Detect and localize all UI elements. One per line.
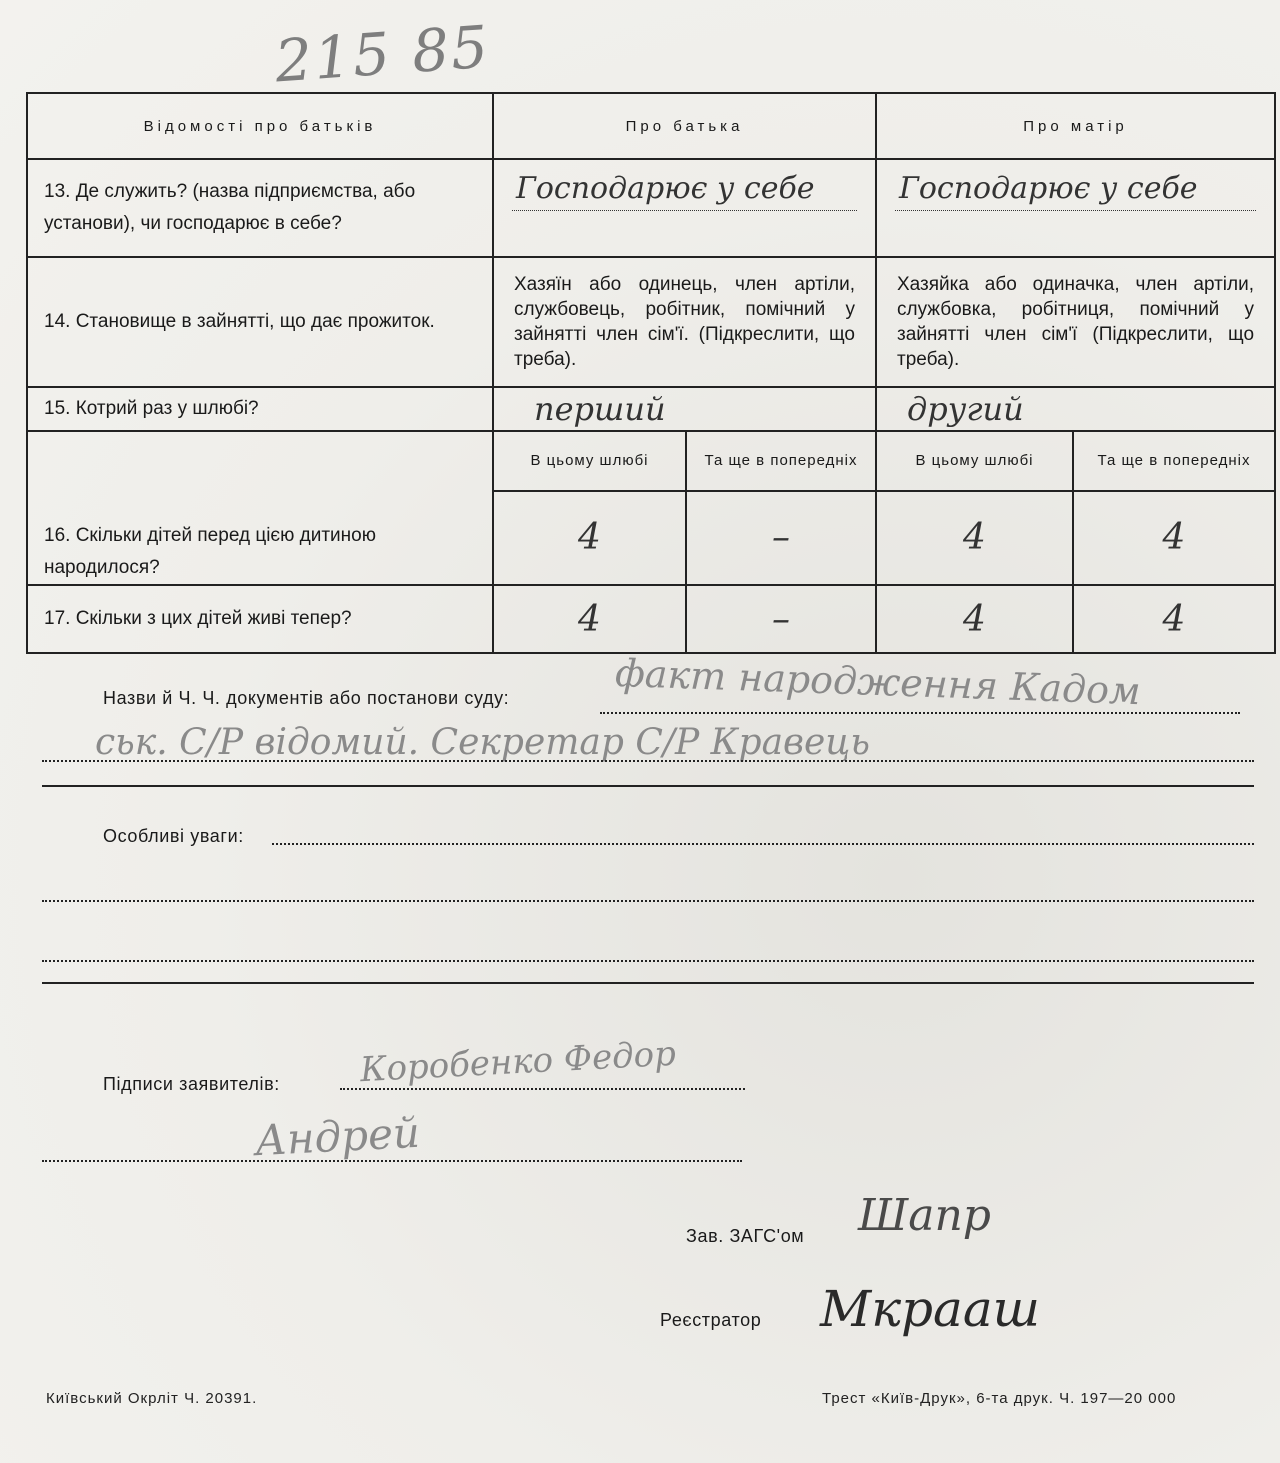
registrar-label: Реєстратор [660,1310,762,1330]
applicants-signatures-label: Підписи заявителів: [103,1074,280,1094]
q17-father-prev: – [686,585,876,653]
q17-label: 17. Скільки з цих дітей живі тепер? [27,585,493,653]
docs-label: Назви й Ч. Ч. документів або постанови суду: [103,688,510,708]
q16-mother-prev: 4 [1073,491,1275,585]
q13-mother-answer: Господарює у себе [899,171,1198,206]
docs-hand-line2: ськ. С/Р відомий. Секретар С/Р Кравець [95,722,871,763]
signatures-dots-2 [42,1160,742,1162]
header-info: Відомості про батьків [27,93,493,159]
q14-mother-options: Хазяйка або одиначка, член артіли, службовка, робітниця, помічний у зайнятті член сім'ї (Підкреслити, що треба). [876,257,1275,387]
footer-right: Трест «Київ-Друк», 6-та друк. Ч. 197—20 000 [822,1390,1177,1407]
archive-number-note: 215 85 [272,12,493,96]
q17-mother-this: 4 [876,585,1073,653]
notes-rule [42,982,1254,984]
zags-head-signature: Шапр [858,1190,991,1241]
q16-label: 16. Скільки дітей перед цією дитиною народилося? [27,431,493,585]
docs-dots-1 [600,712,1240,714]
docs-hand-line1: факт народження Кадом [614,650,1142,714]
q16-mother-this: 4 [876,491,1073,585]
q16-mother-sub-prev: Та ще в попередніх [1073,431,1275,491]
signatures-dots-1 [340,1088,745,1090]
parents-info-table [26,92,1276,654]
zags-head-label: Зав. ЗАГС'ом [686,1226,805,1246]
q16-father-this: 4 [493,491,686,585]
docs-rule [42,785,1254,787]
q17-mother-prev: 4 [1073,585,1275,653]
q14-father-options: Хазяїн або одинець, член артіли, службовець, робітник, помічний у зайнятті член сім'ї. (Підкреслити, що треба). [493,257,876,387]
footer-left: Київський Окрліт Ч. 20391. [46,1390,258,1407]
docs-dots-2 [42,760,1254,762]
q16-father-sub-prev: Та ще в попередніх [686,431,876,491]
notes-dots-1 [272,843,1254,845]
q16-mother-sub-this: В цьому шлюбі [876,431,1073,491]
q15-label: 15. Котрий раз у шлюбі? [27,387,493,431]
notes-dots-2 [42,900,1254,902]
q14-label: 14. Становище в зайнятті, що дає прожиток. [27,257,493,387]
q13-label: 13. Де служить? (назва підприємства, або установи), чи господарює в себе? [27,159,493,257]
notes-label: Особливі уваги: [103,826,244,846]
notes-dots-3 [42,960,1254,962]
q13-father-cell [493,159,876,257]
q15-father-answer: перший [493,387,876,431]
registrar-signature: Мкрааш [820,1280,1041,1338]
header-mother: Про матір [876,93,1275,159]
q17-father-this: 4 [493,585,686,653]
q16-father-prev: – [686,491,876,585]
q13-father-answer: Господарює у себе [516,171,815,206]
applicant-signature-1: Коробенко Федор [359,1033,677,1091]
q16-father-sub-this: В цьому шлюбі [493,431,686,491]
applicant-signature-2: Андрей [253,1107,422,1166]
q13-mother-cell [876,159,1275,257]
q15-mother-answer: другий [876,387,1275,431]
header-father: Про батька [493,93,876,159]
